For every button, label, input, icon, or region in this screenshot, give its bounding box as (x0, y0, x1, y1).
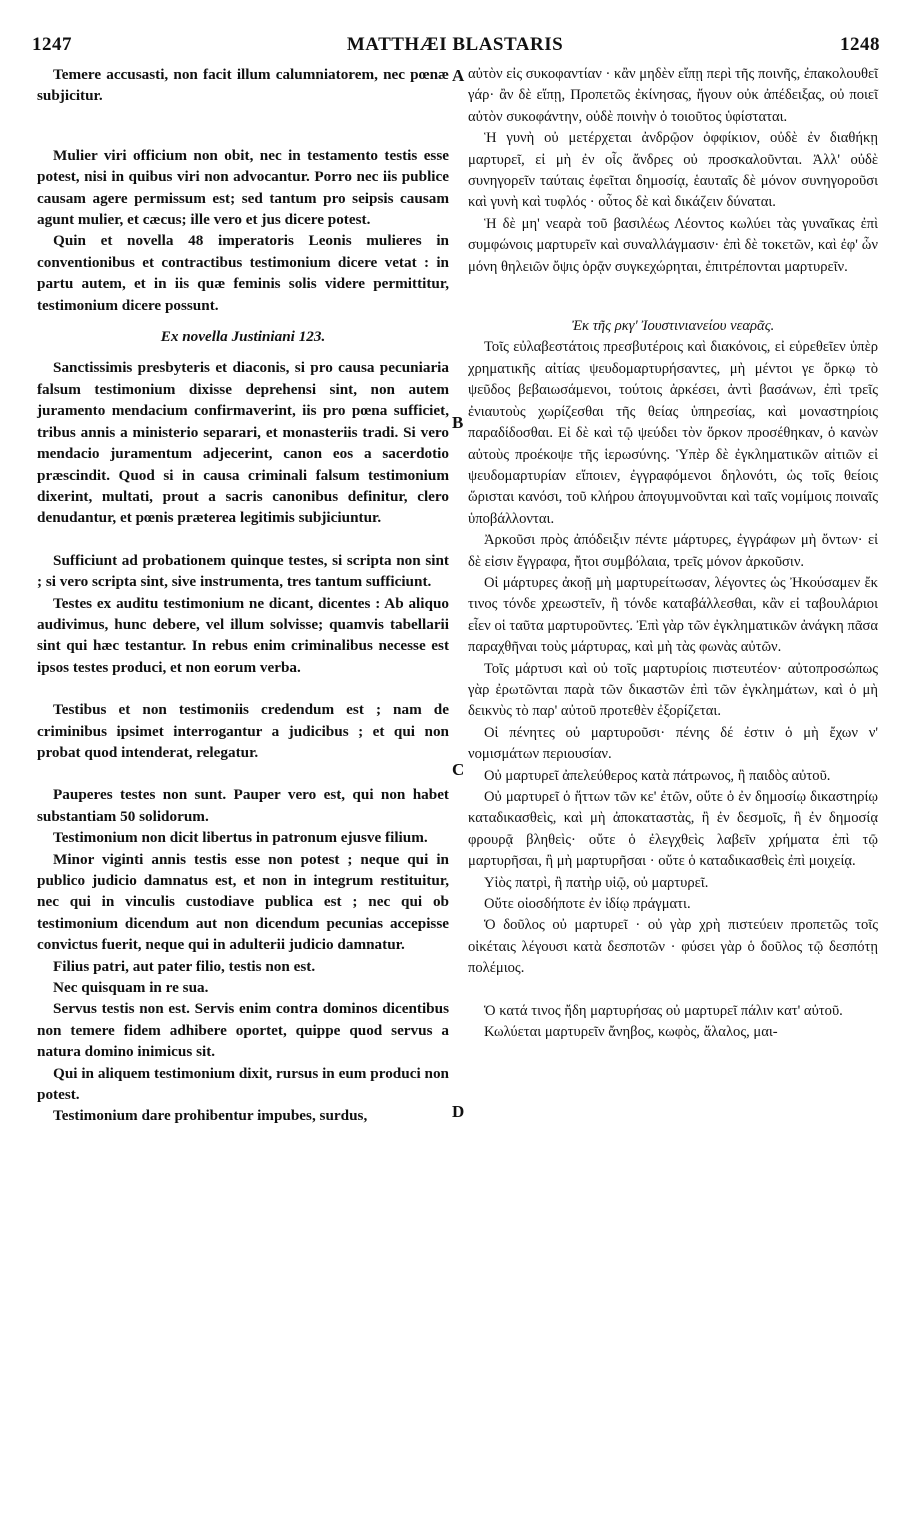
greek-paragraph: Οὐ μαρτυρεῖ ὁ ἥττων τῶν κε' ἐτῶν, οὔτε ὁ ἐν δημοσίῳ δικαστηρίῳ καταδικασθεὶς, καὶ μὴ ἀποκαταστὰς, ἢ ἐν δεσμοῖς, ἢ ἐν δημοσίᾳ φρουρᾷ βληθεὶς· οὔτε ὁ ἐλεγχθεὶς λαβεῖν χρήματα ἐπὶ τῷ μαρτυρῆσαι, ἢ μὴ μαρτυρῆσαι · οὔτε ὁ καταδικασθεὶς ἐπὶ μοιχείᾳ. (468, 789, 878, 870)
latin-paragraph: Filius patri, aut pater filio, testis non est. (53, 957, 316, 975)
page-number-right: 1248 (840, 34, 880, 55)
greek-paragraph: Οἱ πένητες οὐ μαρτυροῦσι· πένης δέ ἐστιν ὁ μὴ ἔχων ν' νομισμάτων περιουσίαν. (468, 724, 878, 763)
latin-paragraph: Testimonium non dicit libertus in patronum ejusve filium. (53, 829, 428, 847)
latin-paragraph: Temere accusasti, non facit illum calumniatorem, nec pœnæ subjicitur. (37, 66, 449, 105)
latin-paragraph: Mulier viri officium non obit, nec in testamento testis esse potest, nisi in quibus viri non advocantur. Porro nec iis publice causam agere permissum est; sed tantum pro seipsis causam agunt mulier, et cæcus; ille vero et jus dicere potest. (37, 146, 449, 229)
latin-paragraph: Qui in aliquem testimonium dixit, rursus in eum produci non potest. (37, 1064, 449, 1104)
greek-paragraph: Ὁ κατά τινος ἤδη μαρτυρήσας οὐ μαρτυρεῖ πάλιν κατ' αὐτοῦ. (484, 1002, 843, 1019)
latin-paragraph: Sanctissimis presbyteris et diaconis, si pro causa pecuniaria falsum testimonium dixisse deprehensi sint, non autem juramento mendacium confirmaverint, iis pro pœna sufficiet, tribus annis a ministerio separari, et monasteriis tradi. Si vero mendacio juramentum adjecerint, canon eos a sacerdotio præscindit. Quod si in causa criminali falsum testimonium dixerint, multati, prout a sacris canonibus definitur, clero denudantur, et pœnis præterea legitimis subjiciuntur. (37, 359, 449, 527)
latin-paragraph: Quin et novella 48 imperatoris Leonis mulieres in conventionibus et contractibus testimonium dicere vetat : in partu autem, et in iis quæ feminis solis videre permittitur, testimonium dicere possunt. (37, 232, 449, 314)
latin-paragraph: Nec quisquam in re sua. (53, 979, 209, 997)
greek-paragraph: Τοῖς μάρτυσι καὶ οὐ τοῖς μαρτυρίοις πιστευτέον· αὐτοπροσώπως γὰρ ἐρωτῶνται παρὰ τῶν δικαστῶν ἐπὶ τῶν ἐγκλημάτων, καὶ ὁ μὴ δεικνὺς τὸ παρ' αὐτοῦ προτεθὲν ἐξορίζεται. (468, 660, 878, 720)
greek-paragraph: Ἀρκοῦσι πρὸς ἀπόδειξιν πέντε μάρτυρες, ἐγγράφων μὴ ὄντων· εἰ δὲ εἰσιν ἔγγραφα, ἤτοι συμβόλαια, τρεῖς μόνον ἀρκοῦσιν. (468, 532, 878, 570)
margin-letter-d: D (452, 1102, 465, 1121)
latin-paragraph: Pauperes testes non sunt. Pauper vero est, qui non habet substantiam 50 solidorum. (37, 786, 449, 825)
latin-paragraph: Servus testis non est. Servis enim contra dominos dicentibus non temere fidem adhibere oportet, quippe quod servus a natura domino inimicus sit. (37, 1000, 449, 1061)
greek-paragraph: Οἱ μάρτυρες ἀκοῇ μὴ μαρτυρείτωσαν, λέγοντες ὡς Ἠκούσαμεν ἔκ τινος τόνδε χρεωστεῖν, ἢ τόνδε καταβάλλεσθαι, κἂν εἰ ταβουλάριοι εἶεν οἱ ταῦτα μαρτυροῦντες. Ἐπὶ γὰρ τῶν ἐγκληματικῶν ἀνάγκη πᾶσα παραχθῆναι τοὺς μάρτυρας, καὶ μὴ τὰς φωνὰς αὐτῶν. (468, 574, 878, 656)
latin-paragraph: Testibus et non testimoniis credendum est ; nam de criminibus ipsimet interrogantur a judicibus ; et qui non probat quod intenderat, relegatur. (37, 701, 449, 761)
greek-column (468, 64, 878, 1043)
greek-paragraph: Τοῖς εὐλαβεστάτοις πρεσβυτέροις καὶ διακόνοις, εἰ εὑρεθεῖεν ὑπὲρ χρηματικῆς αἰτίας ψευδομαρτυρήσαντες, μὴ μέντοι γε ὅρκῳ τὸ ψεῦδος βεβαιωσάμενοι, τούτοις ἀρκέσει, ἀντὶ βασάνων, ἐπὶ τρεῖς ἐνιαυτοὺς χωρίζεσθαι τῆς θείας ὑπηρεσίας, καὶ μοναστηρίοις παραδίδοσθαι. Εἰ δὲ καὶ τῷ ψεύδει τὸν ὅρκον προσέθηκαν, ὁ κανὼν αὐτοὺς προέκοψε τῆς ἱερωσύνης. Ὑπὲρ δὲ ἐγκληματικῶν αἰτιῶν εἰ ψευδομαρτυρίαν εἴποιεν, ἐγγραφόμενοι δηλονότι, ὡς τοῖς θείοις ὥρισται κανόσι, τοῦ κλήρου ἀπογυμνοῦνται καὶ ταῖς νομίμοις ποιναῖς ὑποβάλλονται. (468, 339, 878, 527)
margin-letter-c: C (452, 760, 465, 779)
greek-paragraph: Υἱὸς πατρὶ, ἢ πατὴρ υἱῷ, οὐ μαρτυρεῖ. (484, 874, 709, 891)
latin-section-heading: Ex novella Justiniani 123. (160, 328, 326, 346)
running-header (20, 22, 890, 55)
greek-paragraph: Κωλύεται μαρτυρεῖν ἄνηβος, κωφὸς, ἄλαλος, μαι- (484, 1024, 778, 1041)
greek-paragraph: αὐτὸν εἰς συκοφαντίαν · κἂν μηδὲν εἴπῃ περὶ τῆς ποινῆς, ἐπακολουθεῖ γάρ· ἂν δὲ εἴπῃ, Προπετῶς ἐκίνησας, ἤγουν οὐκ ἀπέδειξας, οὐ ποιεῖ αὐτὸν συκοφάντην, οὐδὲ ποινὴν ὁ τοιοῦτος ὑφίσταται. (468, 66, 878, 125)
margin-letter-a: A (452, 66, 465, 85)
greek-section-heading: Ἐκ τῆς ρκγ' Ἰουστινιανείου νεαρᾶς. (571, 318, 775, 335)
latin-paragraph: Sufficiunt ad probationem quinque testes, si scripta non sint ; si vero scripta sint, sive instrumenta, tres tantum sufficiunt. (37, 551, 449, 591)
greek-paragraph: Οὐ μαρτυρεῖ ἀπελεύθερος κατὰ πάτρωνος, ἢ παιδὸς αὐτοῦ. (484, 767, 831, 784)
margin-letter-b: B (452, 413, 464, 432)
latin-paragraph: Minor viginti annis testis esse non potest ; neque qui in publico judicio damnatus est, et non in integrum restituitur, nec qui in vinculis custodiave publica est ; nec qui ob testimonium dicendum aut non dicendum pecunias accepisse convictus fuerit, neque qui in adulterii judicio damnatur. (37, 850, 449, 954)
greek-paragraph: Ἡ δὲ μη' νεαρὰ τοῦ βασιλέως Λέοντος κωλύει τὰς γυναῖκας ἐπὶ συμφώνοις μαρτυρεῖν καὶ συναλλάγμασιν· ἐπὶ δὲ τοκετῶν, καὶ ἐφ' ὧν μόνη θηλειῶν ὄψις ὁρᾷν συγκεχώρηται, ἐπιτρέπονται μαρτυρεῖν. (468, 215, 878, 275)
latin-paragraph: Testimonium dare prohibentur impubes, surdus, (53, 1107, 368, 1125)
latin-column (37, 64, 449, 1127)
running-title: MATTHÆI BLASTARIS (346, 34, 564, 55)
greek-paragraph: Ἡ γυνὴ οὐ μετέρχεται ἀνδρῷον ὀφφίκιον, οὐδὲ ἐν διαθήκῃ μαρτυρεῖ, εἰ μὴ ἐν οἷς ἄνδρες οὐ προσκαλοῦνται. Ἀλλ' οὐδὲ συνηγορεῖν ταύταις ἐφεῖται δημοσίᾳ, ἑαυταῖς δὲ μόνον συνηγοροῦσι καὶ γυνὴ καὶ τυφλός · οὗτος δὲ καὶ δικάζειν δύναται. (468, 130, 878, 211)
greek-paragraph: Οὔτε οἱοσδήποτε ἐν ἰδίῳ πράγματι. (484, 896, 691, 913)
page-number-left: 1247 (32, 34, 72, 55)
greek-paragraph: Ὁ δοῦλος οὐ μαρτυρεῖ · οὐ γὰρ χρὴ πιστεύειν προπετῶς τοῖς οἰκέταις λέγουσι κατὰ δεσποτῶν · φύσει γὰρ ὁ δοῦλος τῷ δεσπότῃ πολέμιος. (468, 917, 878, 977)
latin-paragraph: Testes ex auditu testimonium ne dicant, dicentes : Ab aliquo audivimus, hunc debere, vel illum solvisse; quamvis tabellarii sint qui hæc testantur. In rebus enim criminalibus necesse est ipsos testes produci, et non eorum verba. (37, 594, 449, 676)
